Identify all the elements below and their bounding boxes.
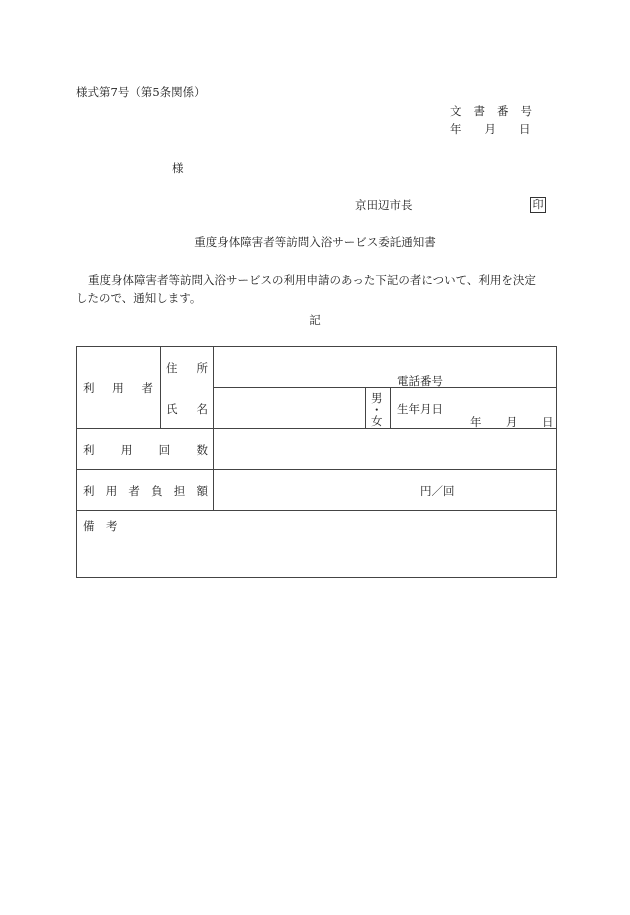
body-text-line2: したので、通知します。 <box>76 291 202 305</box>
divider <box>390 388 391 428</box>
divider <box>365 388 366 428</box>
birthdate-month: 月 <box>506 415 518 429</box>
body-text-line1: 重度身体障害者等訪問入浴サービスの利用申請のあった下記の者について、利用を決定 <box>88 273 536 287</box>
birthdate-label: 生年月日 <box>397 402 443 416</box>
divider <box>77 510 556 511</box>
birthdate-day: 日 <box>542 415 554 429</box>
divider <box>160 347 161 428</box>
sex-female: 女 <box>371 414 383 428</box>
seal-mark: 印 <box>530 197 546 213</box>
divider <box>77 469 556 470</box>
burden-label: 利 用 者 負 担 額 <box>83 484 208 498</box>
usage-count-label: 利 用 回 数 <box>83 443 208 457</box>
divider <box>214 387 556 388</box>
remarks-label: 備 考 <box>83 519 118 533</box>
user-label: 利 用 者 <box>83 381 153 395</box>
date-label: 年 月 日 <box>450 122 531 136</box>
addressee-suffix: 様 <box>172 161 184 175</box>
birthdate-year: 年 <box>470 415 482 429</box>
document-title: 重度身体障害者等訪問入浴サービス委託通知書 <box>194 235 436 249</box>
sex-separator: ・ <box>371 403 383 417</box>
issuer: 京田辺市長 <box>355 198 413 212</box>
ki-label: 記 <box>309 313 321 327</box>
divider <box>77 428 556 429</box>
phone-label: 電話番号 <box>397 374 443 388</box>
details-table <box>76 346 557 578</box>
address-label: 住 所 <box>166 361 208 375</box>
divider <box>213 347 214 510</box>
sex-male: 男 <box>371 391 383 405</box>
name-label: 氏 名 <box>166 402 208 416</box>
form-number: 様式第7号（第5条関係） <box>76 85 206 99</box>
document-number-label: 文 書 番 号 <box>450 104 532 118</box>
burden-unit: 円／回 <box>420 484 455 498</box>
